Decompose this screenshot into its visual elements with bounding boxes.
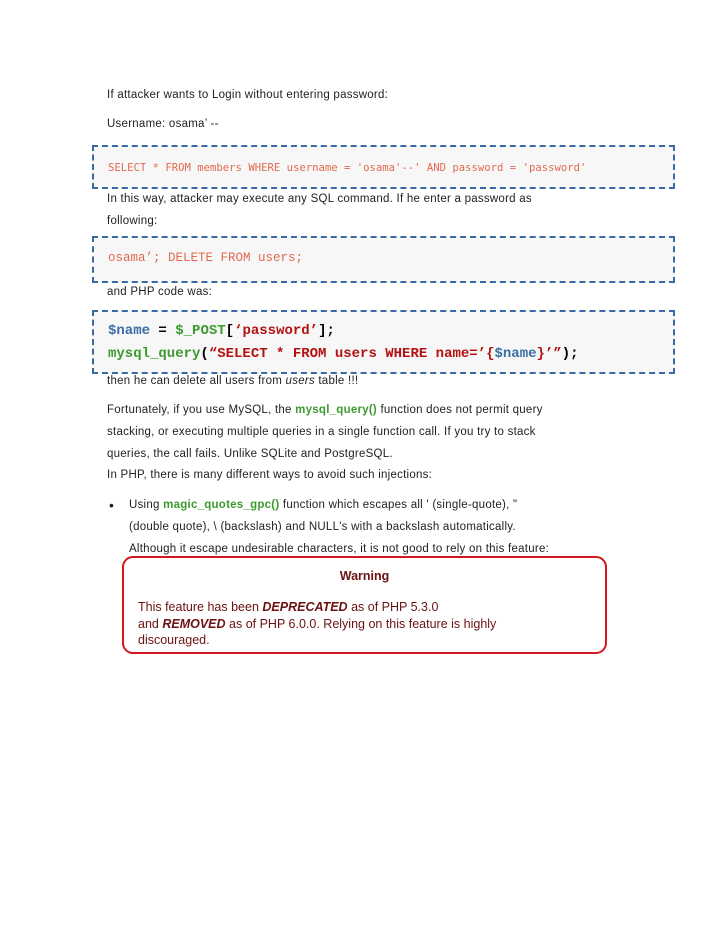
magic-quotes-text-line-3: Although it escape undesirable characters, it is not good to rely on this feature:	[129, 543, 550, 555]
paragraph-mysql	[107, 399, 667, 465]
php-bracket-open: [	[225, 323, 235, 339]
warning-text-b: as of PHP 5.3.0	[347, 600, 439, 614]
warning-box	[122, 556, 607, 654]
paragraph-execute	[107, 188, 647, 232]
bullet-mark: •	[109, 497, 114, 513]
php-code-line-1	[108, 320, 579, 343]
mysql-text-line-3: queries, the call fails. Unlike SQLite and PostgreSQL.	[107, 448, 393, 460]
php-intro-text: and PHP code was:	[107, 286, 213, 298]
paragraph-execute-line-1: In this way, attacker may execute any SQL command. If he enter a password as	[107, 193, 532, 205]
php-assign: =	[150, 323, 176, 339]
intro-text: If attacker wants to Login without entering password:	[107, 89, 389, 101]
warning-text-e: discouraged.	[138, 633, 210, 647]
magic-quotes-function: magic_quotes_gpc()	[163, 499, 280, 511]
users-table-name: users	[285, 375, 315, 387]
php-string-part-1: “SELECT * FROM users WHERE name=’{	[208, 346, 495, 362]
php-bracket-close: ];	[318, 323, 335, 339]
warning-text	[138, 599, 578, 649]
sql-code-box-1	[92, 145, 675, 189]
sql-query-2: osama’; DELETE FROM users;	[108, 251, 304, 265]
php-post: $_POST	[175, 323, 226, 339]
sql-code-box-2	[92, 236, 675, 283]
paragraph-avoid-injections: In PHP, there is many different ways to avoid such injections:	[107, 469, 433, 481]
delete-users-text-b: table !!!	[314, 375, 359, 387]
php-code-line-2	[108, 343, 579, 366]
username-line: Username: osama’ --	[107, 118, 219, 130]
mysql-text-a: Fortunately, if you use MySQL, the	[107, 404, 296, 416]
php-key: ‘password’	[234, 323, 319, 339]
mysql-text-line-2: stacking, or executing multiple queries in a single function call. If you try to stack	[107, 426, 536, 438]
php-paren-close: );	[561, 346, 579, 362]
php-code-box	[92, 310, 675, 374]
php-string-part-2: }’”	[536, 346, 562, 362]
warning-text-d: as of PHP 6.0.0. Relying on this feature is highly	[225, 616, 497, 631]
warning-text-c: and	[138, 616, 163, 631]
warning-title: Warning	[339, 569, 390, 583]
php-code	[108, 320, 579, 366]
php-function: mysql_query	[108, 346, 201, 362]
mysql-query-function: mysql_query()	[295, 404, 378, 416]
magic-quotes-text-b: function which escapes all ' (single-quote), "	[279, 499, 518, 511]
warning-deprecated: DEPRECATED	[262, 600, 348, 614]
warning-text-a: This feature has been	[138, 600, 263, 614]
sql-query-1: SELECT * FROM members WHERE username = 'osama'--' AND password = 'password'	[108, 162, 587, 174]
bullet-magic-quotes	[129, 494, 649, 560]
mysql-text-b: function does not permit query	[377, 404, 543, 416]
magic-quotes-text-a: Using	[129, 499, 164, 511]
php-paren-open: (	[200, 346, 209, 362]
warning-removed: REMOVED	[162, 616, 226, 631]
paragraph-delete-users	[107, 370, 647, 392]
php-var-name: $name	[108, 323, 151, 339]
delete-users-text-a: then he can delete all users from	[107, 375, 286, 387]
paragraph-execute-line-2: following:	[107, 215, 158, 227]
magic-quotes-text-line-2: (double quote), \ (backslash) and NULL's with a backslash automatically.	[129, 521, 516, 533]
php-var-in-string: $name	[494, 346, 537, 362]
